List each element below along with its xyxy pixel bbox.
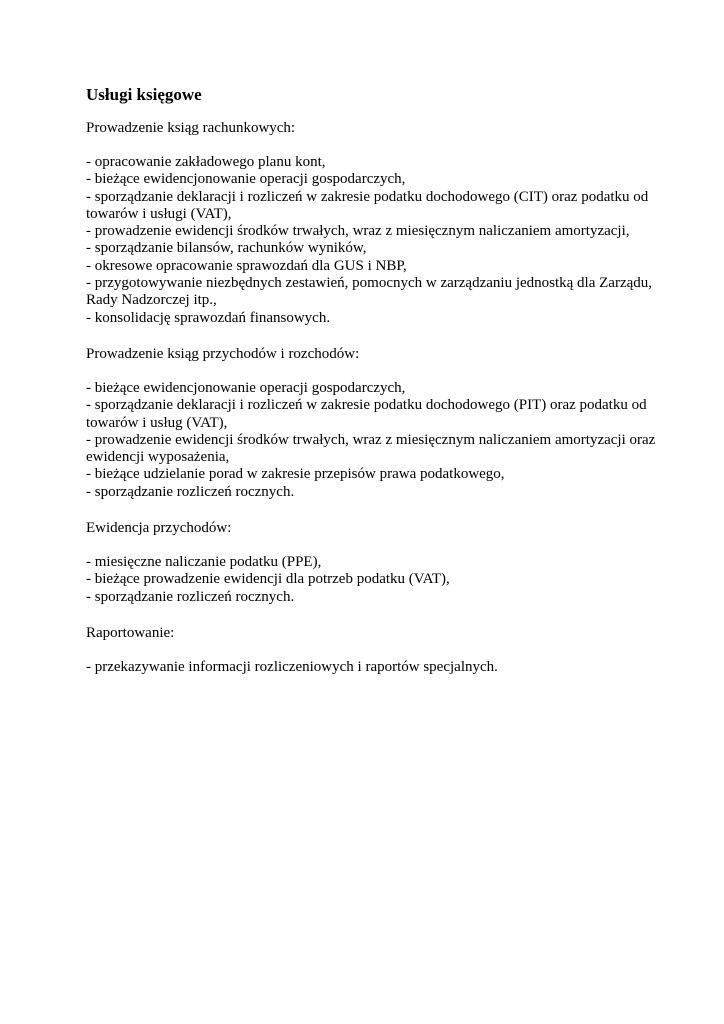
- list-item: - bieżące udzielanie porad w zakresie przepisów prawa podatkowego,: [86, 466, 505, 483]
- list-item: - przygotowywanie niezbędnych zestawień, pomocnych w zarządzaniu jednostką dla Zarządu, Rady Nadzorczej itp.,: [86, 275, 653, 309]
- list-item: - bieżące prowadzenie ewidencji dla potrzeb podatku (VAT),: [86, 571, 450, 588]
- list-item: - okresowe opracowanie sprawozdań dla GUS i NBP,: [86, 257, 407, 274]
- section-kpir: [86, 346, 666, 501]
- section-heading: Ewidencja przychodów:: [86, 520, 232, 537]
- list-item: - sporządzanie rozliczeń rocznych.: [86, 483, 295, 500]
- list-item: - bieżące ewidencjonowanie operacji gospodarczych,: [86, 171, 406, 188]
- list-item: - sporządzanie deklaracji i rozliczeń w zakresie podatku dochodowego (PIT) oraz podatku od towarów i usług (VAT),: [86, 397, 647, 431]
- list-item: - miesięczne naliczanie podatku (PPE),: [86, 554, 322, 571]
- section-items: [86, 380, 666, 501]
- list-item: - konsolidację sprawozdań finansowych.: [86, 309, 331, 326]
- section-ksiegi-rachunkowe: [86, 120, 666, 327]
- list-item: - sporządzanie rozliczeń rocznych.: [86, 588, 295, 605]
- list-item: - bieżące ewidencjonowanie operacji gospodarczych,: [86, 379, 406, 396]
- list-item: - opracowanie zakładowego planu kont,: [86, 154, 326, 170]
- document-title: Usługi księgowe: [86, 85, 202, 104]
- section-heading: Prowadzenie ksiąg przychodów i rozchodów:: [86, 345, 360, 362]
- section-raportowanie: [86, 625, 666, 676]
- list-item: - prowadzenie ewidencji środków trwałych, wraz z miesięcznym naliczaniem amortyzacji,: [86, 223, 630, 240]
- section-heading: Prowadzenie ksiąg rachunkowych:: [86, 120, 296, 136]
- list-item: - sporządzanie bilansów, rachunków wyników,: [86, 240, 367, 257]
- section-items: [86, 154, 666, 327]
- section-ewidencja-przychodow: [86, 520, 666, 606]
- document-page: [86, 84, 666, 695]
- section-heading: Raportowanie:: [86, 624, 175, 641]
- list-item: - sporządzanie deklaracji i rozliczeń w zakresie podatku dochodowego (CIT) oraz podatku od towarów i usługi (VAT),: [86, 188, 649, 222]
- section-items: [86, 554, 666, 606]
- list-item: - prowadzenie ewidencji środków trwałych, wraz z miesięcznym naliczaniem amortyzacji oraz ewidencji wyposażenia,: [86, 431, 656, 466]
- list-item: - przekazywanie informacji rozliczeniowych i raportów specjalnych.: [86, 658, 498, 675]
- section-items: [86, 659, 666, 676]
